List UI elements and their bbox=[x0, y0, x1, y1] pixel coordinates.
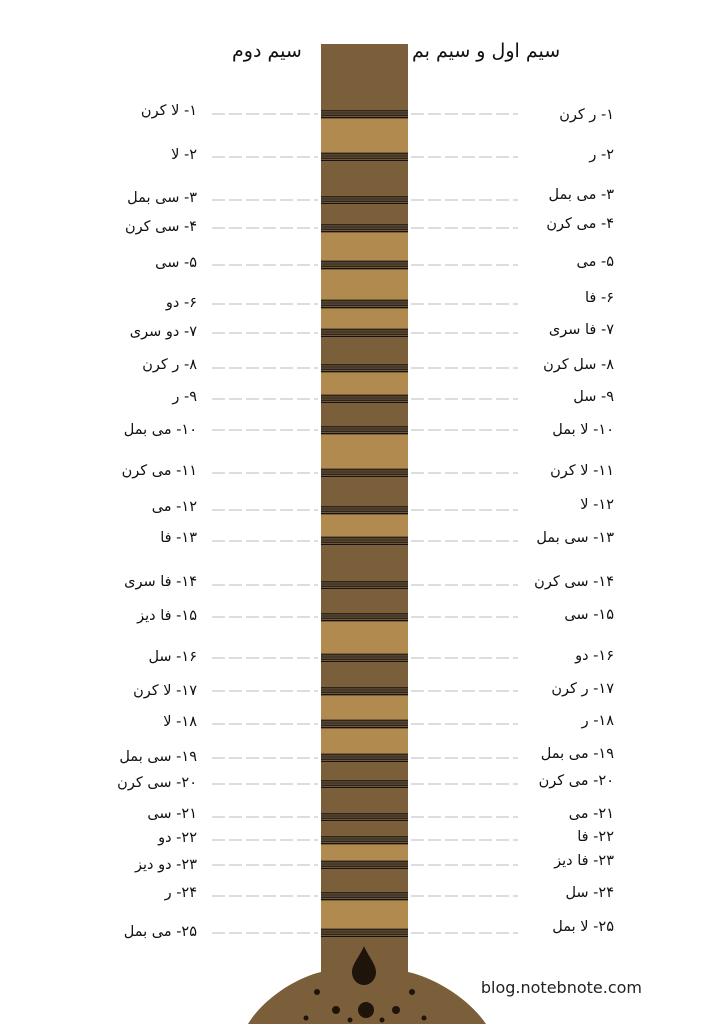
fret-label-second-string: ۲۲- دو bbox=[158, 830, 197, 846]
neck-light-panel bbox=[321, 729, 408, 753]
body-decoration-dot bbox=[304, 1016, 309, 1021]
body-decoration-dot bbox=[332, 1006, 340, 1014]
fret-label-first-string: ۱۸- ر bbox=[581, 713, 614, 729]
fret-label-first-string: ۲۳- فا دیز bbox=[554, 853, 614, 869]
fret-label-second-string: ۶- دو bbox=[165, 295, 197, 311]
fret-label-second-string: ۲۵- می بمل bbox=[123, 924, 197, 940]
fret-label-second-string: ۴- سی کرن bbox=[124, 219, 197, 235]
body-decoration-dot bbox=[392, 1006, 400, 1014]
fret-label-first-string: ۵- می bbox=[576, 254, 614, 270]
neck-light-panel bbox=[321, 119, 408, 152]
fret-label-second-string: ۱۶- سل bbox=[148, 649, 197, 665]
fret-label-second-string: ۲۴- ر bbox=[164, 885, 197, 901]
fret-label-first-string: ۱- ر کرن bbox=[559, 107, 614, 123]
neck-light-panel bbox=[321, 233, 408, 260]
body-decoration-dot bbox=[409, 989, 415, 995]
neck-light-panel bbox=[321, 270, 408, 299]
neck-light-panel bbox=[321, 696, 408, 719]
fret-label-second-string: ۳- سی بمل bbox=[127, 190, 197, 206]
fret-label-second-string: ۱۷- لا کرن bbox=[133, 683, 197, 699]
fret-label-first-string: ۲۴- سل bbox=[565, 885, 614, 901]
fret-label-first-string: ۱۲- لا bbox=[580, 497, 614, 513]
neck-light-panel bbox=[321, 901, 408, 928]
fret-label-second-string: ۱۳- فا bbox=[160, 530, 197, 546]
fret-label-second-string: ۱۵- فا دیز bbox=[137, 608, 197, 624]
fret-label-second-string: ۸- ر کرن bbox=[142, 357, 197, 373]
fret-label-first-string: ۱۳- سی بمل bbox=[536, 530, 614, 546]
fret-label-second-string: ۵- سی bbox=[155, 255, 197, 271]
fret-label-first-string: ۶- فا bbox=[585, 290, 614, 306]
fret-label-first-string: ۱۱- لا کرن bbox=[550, 463, 614, 479]
fret-label-second-string: ۱۱- می کرن bbox=[121, 463, 197, 479]
fret-label-first-string: ۲۵- لا بمل bbox=[552, 919, 614, 935]
source-credit: blog.notebnote.com bbox=[480, 978, 642, 997]
fret-label-first-string: ۷- فا سری bbox=[548, 322, 614, 338]
fret-label-first-string: ۲- ر bbox=[589, 147, 614, 163]
neck-light-panel bbox=[321, 622, 408, 653]
fret-label-second-string: ۷- دو سری bbox=[129, 324, 197, 340]
neck-light-panel bbox=[321, 373, 408, 394]
fret-label-second-string: ۱۴- فا سری bbox=[124, 574, 197, 590]
fret-label-first-string: ۱۴- سی کرن bbox=[534, 574, 614, 590]
fret-label-first-string: ۴- می کرن bbox=[546, 216, 614, 232]
fret-label-second-string: ۲- لا bbox=[171, 147, 197, 163]
fret-label-first-string: ۱۵- سی bbox=[564, 607, 614, 623]
body-decoration-dot bbox=[314, 989, 320, 995]
body-decoration-dot bbox=[358, 1002, 374, 1018]
fret-label-second-string: ۱- لا کرن bbox=[140, 103, 197, 119]
neck-light-panel bbox=[321, 845, 408, 860]
body-decoration-dot bbox=[348, 1018, 353, 1023]
fret-label-first-string: ۸- سل کرن bbox=[543, 357, 614, 373]
fret-label-second-string: ۱۸- لا bbox=[163, 714, 197, 730]
fret-label-first-string: ۳- می بمل bbox=[548, 187, 614, 203]
fret-label-second-string: ۲۳- دو دیز bbox=[135, 857, 197, 873]
neck-light-panel bbox=[321, 435, 408, 468]
fret-label-first-string: ۱۷- ر کرن bbox=[551, 681, 614, 697]
fret-label-second-string: ۲۰- سی کرن bbox=[117, 775, 197, 791]
fret-label-first-string: ۲۰- می کرن bbox=[538, 773, 614, 789]
fret-label-first-string: ۲۲- فا bbox=[577, 829, 614, 845]
right-header-first-and-bass-string: سیم اول و سیم بم bbox=[412, 40, 561, 62]
neck-light-panel bbox=[321, 309, 408, 328]
neck-light-panel bbox=[321, 515, 408, 536]
fret-label-first-string: ۱۶- دو bbox=[575, 648, 614, 664]
fret-label-second-string: ۱۰- می بمل bbox=[123, 422, 197, 438]
fret-label-first-string: ۲۱- می bbox=[568, 806, 614, 822]
fret-label-first-string: ۱۰- لا بمل bbox=[552, 422, 614, 438]
fret-label-second-string: ۹- ر bbox=[172, 389, 197, 405]
fret-label-second-string: ۱۲- می bbox=[151, 499, 197, 515]
body-decoration-dot bbox=[380, 1018, 385, 1023]
fret-label-first-string: ۹- سل bbox=[573, 389, 614, 405]
fret-label-second-string: ۱۹- سی بمل bbox=[119, 749, 197, 765]
fret-label-first-string: ۱۹- می بمل bbox=[540, 746, 614, 762]
body-decoration-dot bbox=[422, 1016, 427, 1021]
fret-label-second-string: ۲۱- سی bbox=[147, 806, 197, 822]
left-header-second-string: سیم دوم bbox=[232, 40, 302, 62]
